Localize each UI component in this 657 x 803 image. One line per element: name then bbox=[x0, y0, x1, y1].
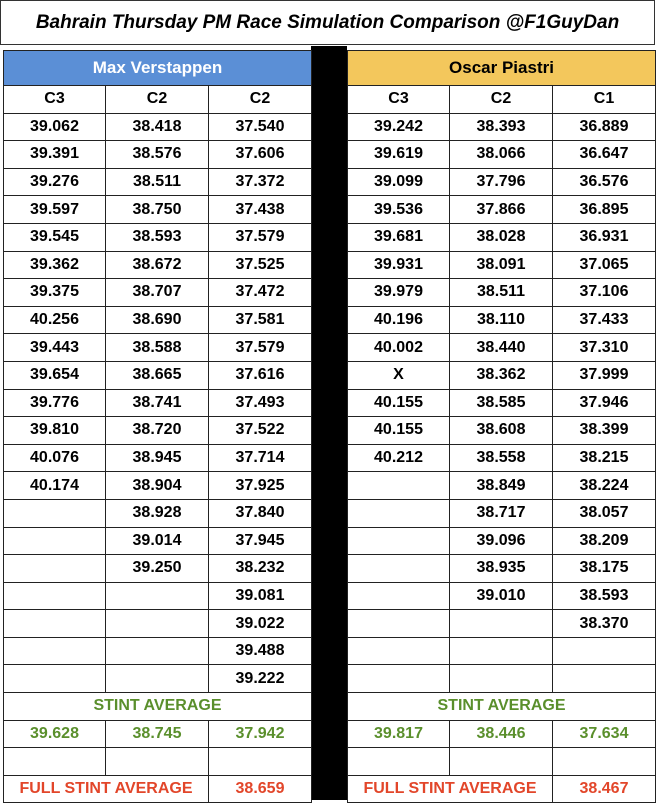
lap-time-cell: 38.175 bbox=[553, 555, 656, 583]
driver-name: Max Verstappen bbox=[4, 51, 312, 86]
compound-label: C3 bbox=[4, 86, 106, 114]
lap-time-cell: 37.438 bbox=[209, 196, 312, 224]
lap-time-cell: 37.946 bbox=[553, 389, 656, 417]
lap-time-cell: 38.707 bbox=[106, 279, 209, 307]
lap-time-cell: 36.895 bbox=[553, 196, 656, 224]
lap-time-cell: 38.399 bbox=[553, 417, 656, 445]
lap-time-cell: 37.840 bbox=[209, 499, 312, 527]
lap-time-cell: 38.585 bbox=[450, 389, 553, 417]
driver-header-row bbox=[4, 51, 312, 86]
lap-row bbox=[348, 361, 656, 389]
lap-time-cell: 37.866 bbox=[450, 196, 553, 224]
driver-table-verstappen bbox=[3, 50, 312, 803]
column-divider bbox=[311, 46, 347, 800]
lap-time-cell: 37.606 bbox=[209, 141, 312, 169]
lap-row bbox=[348, 389, 656, 417]
spacer-cell bbox=[348, 748, 450, 776]
lap-time-cell: 38.393 bbox=[450, 113, 553, 141]
lap-time-cell: 36.889 bbox=[553, 113, 656, 141]
lap-time-cell: 39.250 bbox=[106, 555, 209, 583]
lap-time-cell: 38.057 bbox=[553, 499, 656, 527]
lap-row bbox=[348, 334, 656, 362]
lap-time-cell: 37.310 bbox=[553, 334, 656, 362]
lap-time-cell: 39.010 bbox=[450, 582, 553, 610]
lap-time-cell: 38.558 bbox=[450, 444, 553, 472]
lap-time-cell: 38.904 bbox=[106, 472, 209, 500]
lap-time-cell bbox=[348, 665, 450, 693]
lap-time-cell bbox=[4, 555, 106, 583]
lap-time-cell bbox=[106, 637, 209, 665]
lap-time-cell: 37.525 bbox=[209, 251, 312, 279]
lap-time-cell: 40.002 bbox=[348, 334, 450, 362]
lap-row bbox=[4, 168, 312, 196]
lap-time-cell: 39.979 bbox=[348, 279, 450, 307]
compound-header-row bbox=[4, 86, 312, 114]
lap-row bbox=[348, 223, 656, 251]
lap-time-cell: 39.391 bbox=[4, 141, 106, 169]
lap-time-cell: 38.593 bbox=[553, 582, 656, 610]
lap-time-cell: 39.810 bbox=[4, 417, 106, 445]
lap-time-cell: 38.091 bbox=[450, 251, 553, 279]
spacer-cell bbox=[553, 748, 656, 776]
lap-row bbox=[4, 665, 312, 693]
lap-time-cell: 37.579 bbox=[209, 223, 312, 251]
lap-row bbox=[348, 306, 656, 334]
page-title: Bahrain Thursday PM Race Simulation Comparison @F1GuyDan bbox=[0, 0, 655, 45]
lap-row bbox=[348, 555, 656, 583]
lap-row bbox=[348, 499, 656, 527]
lap-time-cell: 40.155 bbox=[348, 389, 450, 417]
lap-time-cell: 36.931 bbox=[553, 223, 656, 251]
compound-label: C1 bbox=[553, 86, 656, 114]
lap-row bbox=[348, 610, 656, 638]
lap-row bbox=[4, 389, 312, 417]
lap-time-cell bbox=[450, 610, 553, 638]
driver-header-row bbox=[348, 51, 656, 86]
lap-time-cell: 38.608 bbox=[450, 417, 553, 445]
lap-time-cell bbox=[450, 665, 553, 693]
stint-average-value: 38.446 bbox=[450, 720, 553, 748]
lap-time-cell: 39.222 bbox=[209, 665, 312, 693]
lap-row bbox=[4, 279, 312, 307]
lap-time-cell: 40.196 bbox=[348, 306, 450, 334]
lap-time-cell bbox=[553, 637, 656, 665]
stint-average-value: 37.634 bbox=[553, 720, 656, 748]
full-stint-average-label: FULL STINT AVERAGE bbox=[348, 775, 553, 803]
lap-time-cell: 38.720 bbox=[106, 417, 209, 445]
lap-row bbox=[4, 555, 312, 583]
lap-time-cell: 38.028 bbox=[450, 223, 553, 251]
lap-time-cell: 39.931 bbox=[348, 251, 450, 279]
lap-time-cell: 39.014 bbox=[106, 527, 209, 555]
stint-average-value: 37.942 bbox=[209, 720, 312, 748]
stint-average-value: 39.628 bbox=[4, 720, 106, 748]
lap-time-cell: 38.690 bbox=[106, 306, 209, 334]
lap-time-cell: 38.215 bbox=[553, 444, 656, 472]
stint-average-value: 38.745 bbox=[106, 720, 209, 748]
lap-time-cell: 40.174 bbox=[4, 472, 106, 500]
lap-time-cell: 37.493 bbox=[209, 389, 312, 417]
lap-time-cell: 39.096 bbox=[450, 527, 553, 555]
lap-time-cell: 38.576 bbox=[106, 141, 209, 169]
lap-row bbox=[348, 251, 656, 279]
lap-time-cell: 38.717 bbox=[450, 499, 553, 527]
lap-row bbox=[348, 444, 656, 472]
lap-time-cell: 39.375 bbox=[4, 279, 106, 307]
full-stint-average-label: FULL STINT AVERAGE bbox=[4, 775, 209, 803]
lap-time-cell bbox=[4, 610, 106, 638]
lap-time-cell: 37.540 bbox=[209, 113, 312, 141]
lap-row bbox=[4, 334, 312, 362]
lap-time-cell: 38.750 bbox=[106, 196, 209, 224]
lap-time-cell: 40.256 bbox=[4, 306, 106, 334]
stint-average-label-row bbox=[348, 693, 656, 721]
lap-time-cell bbox=[4, 499, 106, 527]
lap-row bbox=[348, 637, 656, 665]
spacer-cell bbox=[106, 748, 209, 776]
lap-time-cell: 37.372 bbox=[209, 168, 312, 196]
lap-time-cell: 38.370 bbox=[553, 610, 656, 638]
stint-average-label: STINT AVERAGE bbox=[4, 693, 312, 721]
spacer-cell bbox=[209, 748, 312, 776]
lap-time-cell: 39.081 bbox=[209, 582, 312, 610]
lap-time-cell: 36.576 bbox=[553, 168, 656, 196]
lap-time-cell: 37.714 bbox=[209, 444, 312, 472]
lap-time-cell: 37.999 bbox=[553, 361, 656, 389]
lap-time-cell: 39.443 bbox=[4, 334, 106, 362]
lap-row bbox=[348, 196, 656, 224]
lap-time-cell: 39.099 bbox=[348, 168, 450, 196]
lap-time-cell bbox=[348, 582, 450, 610]
full-stint-average-value: 38.659 bbox=[209, 775, 312, 803]
lap-time-cell bbox=[348, 555, 450, 583]
stint-average-row bbox=[4, 720, 312, 748]
lap-time-cell: 39.488 bbox=[209, 637, 312, 665]
lap-time-cell: 37.945 bbox=[209, 527, 312, 555]
lap-row bbox=[348, 417, 656, 445]
lap-time-cell: 38.588 bbox=[106, 334, 209, 362]
lap-time-cell: 38.511 bbox=[106, 168, 209, 196]
compound-label: C2 bbox=[106, 86, 209, 114]
lap-time-cell: 37.433 bbox=[553, 306, 656, 334]
compound-header-row bbox=[348, 86, 656, 114]
lap-time-cell: 37.616 bbox=[209, 361, 312, 389]
lap-time-cell: 36.647 bbox=[553, 141, 656, 169]
lap-row bbox=[348, 472, 656, 500]
lap-row bbox=[348, 168, 656, 196]
lap-time-cell: 38.945 bbox=[106, 444, 209, 472]
lap-time-cell: 39.022 bbox=[209, 610, 312, 638]
lap-time-cell: 38.511 bbox=[450, 279, 553, 307]
lap-row bbox=[348, 113, 656, 141]
driver-name: Oscar Piastri bbox=[348, 51, 656, 86]
driver-table-piastri bbox=[347, 50, 656, 803]
lap-time-cell: 37.581 bbox=[209, 306, 312, 334]
lap-time-cell: 39.276 bbox=[4, 168, 106, 196]
lap-time-cell: 39.619 bbox=[348, 141, 450, 169]
lap-time-cell: 39.776 bbox=[4, 389, 106, 417]
lap-row bbox=[4, 141, 312, 169]
lap-row bbox=[348, 527, 656, 555]
lap-time-cell: 37.925 bbox=[209, 472, 312, 500]
lap-time-cell: 39.654 bbox=[4, 361, 106, 389]
lap-time-cell: 37.106 bbox=[553, 279, 656, 307]
full-stint-row bbox=[348, 775, 656, 803]
lap-time-cell: 37.472 bbox=[209, 279, 312, 307]
spacer-cell bbox=[4, 748, 106, 776]
lap-time-cell bbox=[106, 610, 209, 638]
lap-time-cell: 38.110 bbox=[450, 306, 553, 334]
lap-time-cell bbox=[348, 527, 450, 555]
spacer-cell bbox=[450, 748, 553, 776]
lap-row bbox=[4, 223, 312, 251]
lap-row bbox=[348, 582, 656, 610]
lap-row bbox=[348, 279, 656, 307]
lap-row bbox=[4, 196, 312, 224]
lap-row bbox=[4, 499, 312, 527]
lap-time-cell: 39.536 bbox=[348, 196, 450, 224]
lap-row bbox=[4, 113, 312, 141]
lap-time-cell: 39.062 bbox=[4, 113, 106, 141]
lap-time-cell: 38.935 bbox=[450, 555, 553, 583]
lap-time-cell: 40.155 bbox=[348, 417, 450, 445]
lap-time-cell: X bbox=[348, 361, 450, 389]
lap-time-cell: 37.065 bbox=[553, 251, 656, 279]
spacer-row bbox=[4, 748, 312, 776]
lap-time-cell: 38.928 bbox=[106, 499, 209, 527]
lap-time-cell bbox=[4, 637, 106, 665]
lap-row bbox=[4, 527, 312, 555]
lap-time-cell: 37.796 bbox=[450, 168, 553, 196]
lap-time-cell: 37.579 bbox=[209, 334, 312, 362]
lap-time-cell: 39.362 bbox=[4, 251, 106, 279]
lap-row bbox=[4, 444, 312, 472]
lap-time-cell: 38.672 bbox=[106, 251, 209, 279]
lap-time-cell bbox=[553, 665, 656, 693]
lap-time-cell bbox=[348, 472, 450, 500]
lap-time-cell bbox=[4, 582, 106, 610]
lap-time-cell: 38.849 bbox=[450, 472, 553, 500]
lap-time-cell: 38.209 bbox=[553, 527, 656, 555]
lap-time-cell: 38.593 bbox=[106, 223, 209, 251]
stint-average-label-row bbox=[4, 693, 312, 721]
lap-row bbox=[4, 582, 312, 610]
lap-time-cell bbox=[348, 637, 450, 665]
lap-row bbox=[4, 306, 312, 334]
lap-time-cell: 38.741 bbox=[106, 389, 209, 417]
full-stint-row bbox=[4, 775, 312, 803]
lap-time-cell: 38.665 bbox=[106, 361, 209, 389]
lap-time-cell bbox=[4, 665, 106, 693]
lap-time-cell: 40.212 bbox=[348, 444, 450, 472]
lap-time-cell bbox=[348, 499, 450, 527]
lap-row bbox=[4, 361, 312, 389]
lap-row bbox=[4, 610, 312, 638]
lap-time-cell: 38.418 bbox=[106, 113, 209, 141]
lap-row bbox=[4, 417, 312, 445]
lap-time-cell: 38.066 bbox=[450, 141, 553, 169]
lap-row bbox=[4, 637, 312, 665]
lap-time-cell: 38.440 bbox=[450, 334, 553, 362]
lap-time-cell: 38.232 bbox=[209, 555, 312, 583]
lap-time-cell: 38.362 bbox=[450, 361, 553, 389]
lap-row bbox=[348, 141, 656, 169]
stint-average-row bbox=[348, 720, 656, 748]
lap-row bbox=[348, 665, 656, 693]
lap-row bbox=[4, 251, 312, 279]
stint-average-value: 39.817 bbox=[348, 720, 450, 748]
lap-time-cell: 39.681 bbox=[348, 223, 450, 251]
lap-time-cell: 39.545 bbox=[4, 223, 106, 251]
compound-label: C2 bbox=[450, 86, 553, 114]
full-stint-average-value: 38.467 bbox=[553, 775, 656, 803]
compound-label: C3 bbox=[348, 86, 450, 114]
lap-time-cell: 39.242 bbox=[348, 113, 450, 141]
lap-time-cell bbox=[4, 527, 106, 555]
lap-time-cell: 37.522 bbox=[209, 417, 312, 445]
lap-time-cell: 40.076 bbox=[4, 444, 106, 472]
lap-row bbox=[4, 472, 312, 500]
lap-time-cell bbox=[106, 582, 209, 610]
lap-time-cell bbox=[106, 665, 209, 693]
lap-time-cell bbox=[450, 637, 553, 665]
lap-time-cell bbox=[348, 610, 450, 638]
lap-time-cell: 39.597 bbox=[4, 196, 106, 224]
compound-label: C2 bbox=[209, 86, 312, 114]
spacer-row bbox=[348, 748, 656, 776]
stint-average-label: STINT AVERAGE bbox=[348, 693, 656, 721]
lap-time-cell: 38.224 bbox=[553, 472, 656, 500]
